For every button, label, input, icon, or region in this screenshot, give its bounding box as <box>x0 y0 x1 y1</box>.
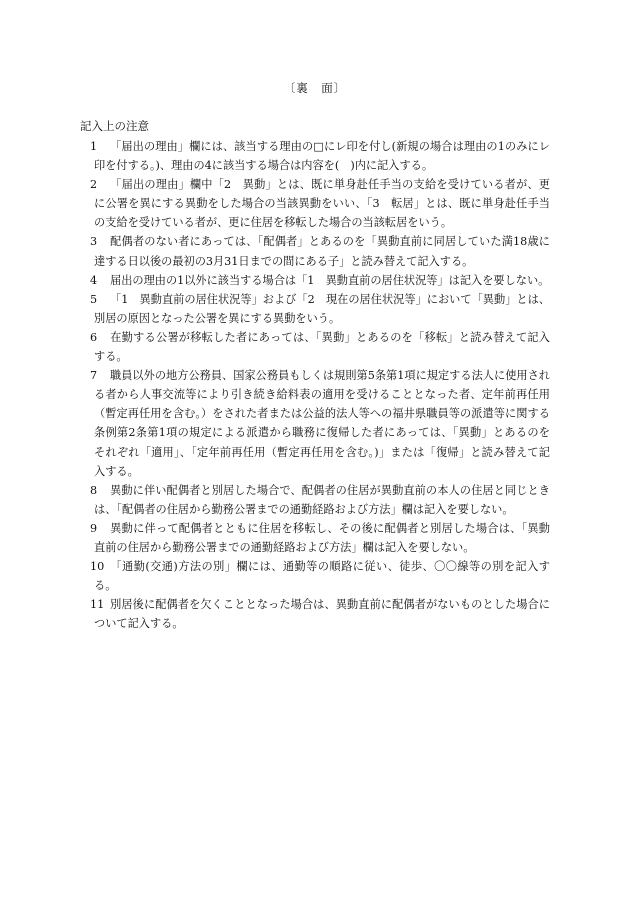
note-number: 3 <box>90 235 98 249</box>
note-number: 5 <box>90 292 98 306</box>
note-item-7 <box>80 366 550 481</box>
note-text: 異動に伴って配偶者とともに住居を移転し、その後に配偶者と別居した場合は、「異動直前の住居から勤務公署までの通勤経路および方法」欄は記入を要しない。 <box>94 521 550 554</box>
note-number: 11 <box>90 598 105 612</box>
note-number: 6 <box>90 330 98 344</box>
note-number: 2 <box>90 178 98 192</box>
note-item-8 <box>80 481 550 519</box>
note-text: 「1 異動直前の居住状況等」および「2 現在の居住状況等」において「異動」とは、別居の原因となった公署を異にする異動をいう。 <box>94 292 550 325</box>
note-item-2 <box>80 175 550 232</box>
note-item-4 <box>80 271 550 290</box>
note-item-5 <box>80 290 550 328</box>
page-title: 〔裏 面〕 <box>283 81 347 95</box>
note-text: 「届出の理由」欄には、該当する理由の□にレ印を付し(新規の場合は理由の1のみにレ印を付する。)、理由の4に該当する場合は内容を( )内に記入する。 <box>94 140 550 173</box>
note-number: 10 <box>90 560 105 574</box>
note-item-6 <box>80 328 550 366</box>
note-text: 配偶者のない者にあっては、「配偶者」とあるのを「異動直前に同居していた満18歳に達する日以後の最初の3月31日までの間にある子」と読み替えて記入する。 <box>94 235 550 268</box>
note-item-11 <box>80 595 550 633</box>
note-text: 「届出の理由」欄中「2 異動」とは、既に単身赴任手当の支給を受けている者が、更に公署を異にする異動をした場合の当該異動をいい、「3 転居」とは、既に単身赴任手当の支給を受けている者が、更に住居を移転した場合の当該転居をいう。 <box>94 178 550 230</box>
note-item-9 <box>80 519 550 557</box>
note-text: 在勤する公署が移転した者にあっては、「異動」とあるのを「移転」と読み替えて記入する。 <box>94 330 550 364</box>
note-number: 9 <box>90 521 98 535</box>
note-text: 別居後に配偶者を欠くこととなった場合は、異動直前に配偶者がないものとした場合について記入する。 <box>94 598 550 631</box>
note-number: 4 <box>90 273 98 287</box>
note-item-1 <box>80 137 550 175</box>
note-text: 職員以外の地方公務員、国家公務員もしくは規則第5条第1項に規定する法人に使用される者から人事交流等により引き続き給料表の適用を受けることとなった者、定年前再任用（暫定再任用を含む。）をされた者または公益的法人等への福井県職員等の派遣等に関する条例第2条第1項の規定による派遣から職務に復帰した者にあっては、「異動」とあるのをそれぞれ「適用」、「定年前再任用（暫定再任用を含む。)」または「復帰」と読み替えて記入する。 <box>94 369 550 478</box>
note-text: 「通勤(交通)方法の別」欄には、通勤等の順路に従い、徒歩、〇〇線等の別を記入する。 <box>94 560 550 593</box>
note-number: 8 <box>90 483 98 497</box>
note-number: 7 <box>90 369 98 383</box>
section-heading: 記入上の注意 <box>80 119 149 133</box>
notes-list <box>80 137 550 633</box>
note-item-10 <box>80 557 550 595</box>
note-number: 1 <box>90 140 98 153</box>
note-item-3 <box>80 232 550 270</box>
note-text: 届出の理由の1以外に該当する場合は「1 異動直前の居住状況等」は記入を要しない。 <box>110 273 550 287</box>
note-text: 異動に伴い配偶者と別居した場合で、配偶者の住居が異動直前の本人の住居と同じときは、「配偶者の住居から勤務公署までの通勤経路および方法」欄は記入を要しない。 <box>94 483 550 516</box>
